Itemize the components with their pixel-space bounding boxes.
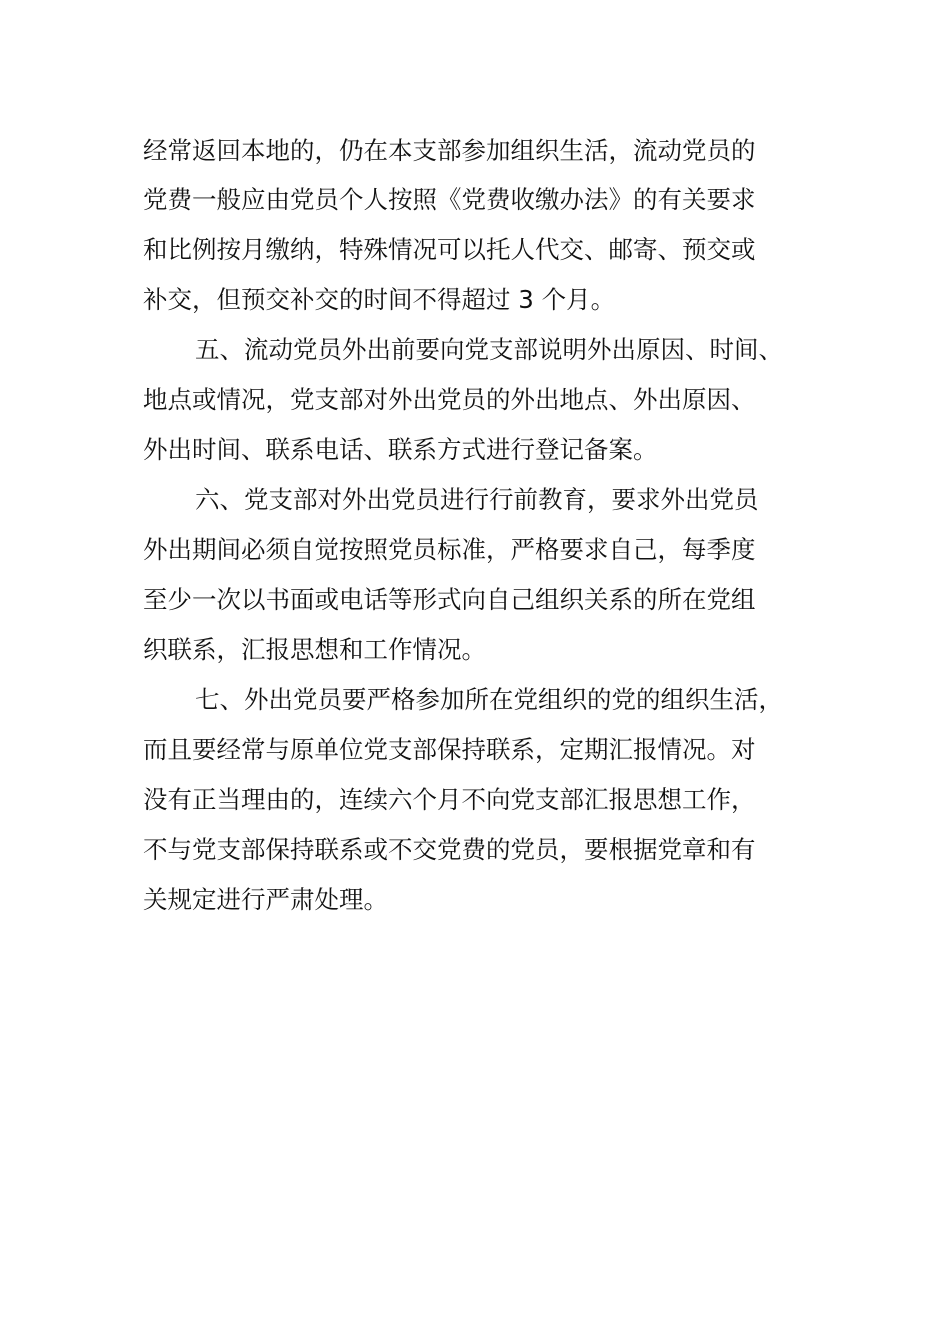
text-line: 至少一次以书面或电话等形式向自己组织关系的所在党组 xyxy=(143,585,756,614)
text-line: 而且要经常与原单位党支部保持联系，定期汇报情况。对 xyxy=(143,735,756,764)
text-line: 没有正当理由的，连续六个月不向党支部汇报思想工作， xyxy=(143,785,756,814)
paragraph-5-line: 五、流动党员外出前要向党支部说明外出原因、时间、 xyxy=(195,335,783,364)
paragraph-6-line: 六、党支部对外出党员进行行前教育，要求外出党员 xyxy=(195,485,759,514)
text-line: 织联系，汇报思想和工作情况。 xyxy=(143,635,486,664)
text-line: 党费一般应由党员个人按照《党费收缴办法》的有关要求 xyxy=(143,185,756,214)
text-line: 经常返回本地的，仍在本支部参加组织生活，流动党员的 xyxy=(143,136,756,165)
text-line: 和比例按月缴纳，特殊情况可以托人代交、邮寄、预交或 xyxy=(143,235,756,264)
text-line: 关规定进行严肃处理。 xyxy=(143,885,388,914)
text-line: 外出期间必须自觉按照党员标准，严格要求自己，每季度 xyxy=(143,535,756,564)
paragraph-7-line: 七、外出党员要严格参加所在党组织的党的组织生活， xyxy=(195,685,783,714)
text-line: 地点或情况，党支部对外出党员的外出地点、外出原因、 xyxy=(143,385,756,414)
text-line: 不与党支部保持联系或不交党费的党员，要根据党章和有 xyxy=(143,835,756,864)
text-line: 补交，但预交补交的时间不得超过 3 个月。 xyxy=(143,285,616,314)
text-line: 外出时间、联系电话、联系方式进行登记备案。 xyxy=(143,435,658,464)
